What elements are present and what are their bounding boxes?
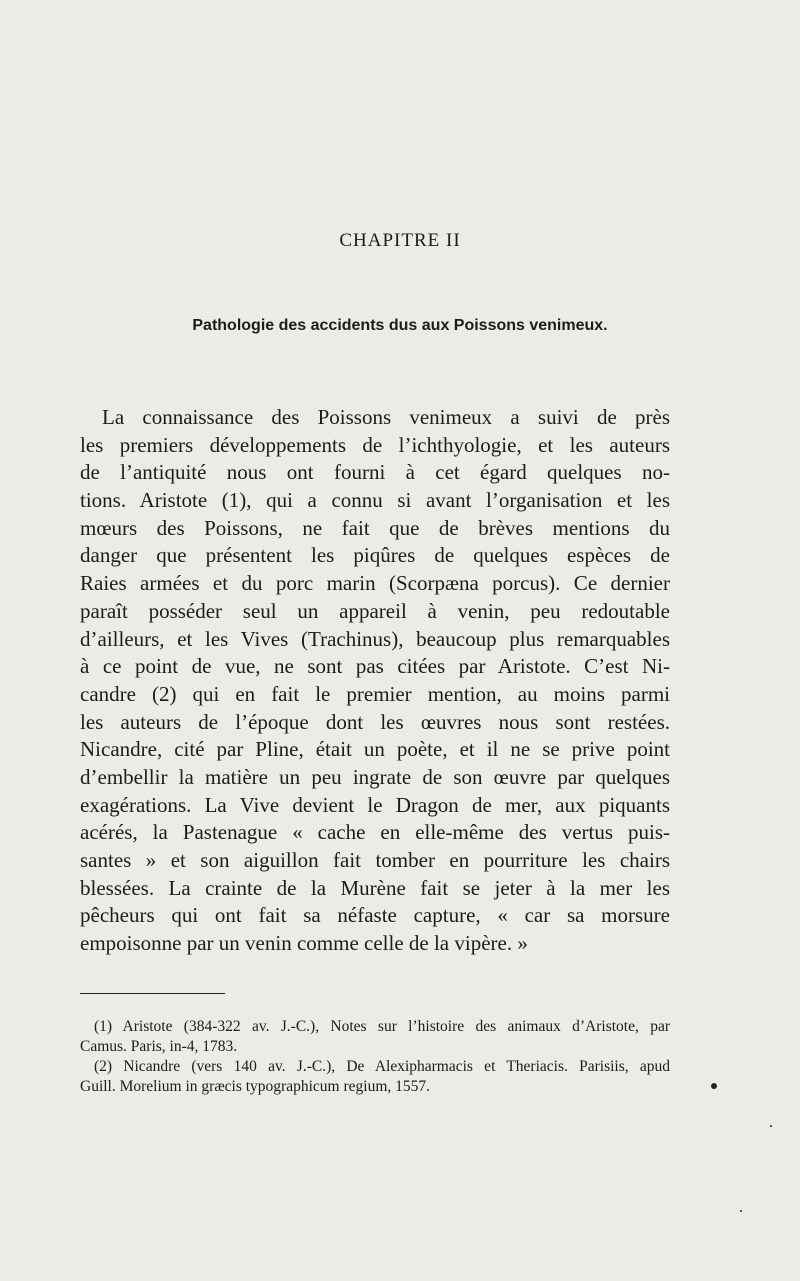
footnotes — [80, 1017, 670, 1097]
chapter-heading: CHAPITRE II — [339, 230, 461, 251]
body-line: La connaissance des Poissons venimeux a suivi de près — [102, 405, 670, 429]
body-line: santes » et son aiguillon fait tomber en pourriture les chairs — [80, 848, 670, 872]
body-line: paraît posséder seul un appareil à venin, peu redoutable — [80, 598, 670, 623]
body-line: danger que présentent les piqûres de quelques espèces de — [80, 543, 670, 568]
footnote-line: (1) Aristote (384-322 av. J.-C.), Notes sur l’histoire des animaux d’Aristote, par — [94, 1018, 670, 1035]
body-line: acérés, la Pastenague « cache en elle-même des vertus puis- — [80, 820, 670, 845]
footnote-line: Camus. Paris, in-4, 1783. — [80, 1038, 238, 1055]
ink-speck — [740, 1210, 742, 1212]
body-line: tions. Aristote (1), qui a connu si avant l’organisation et les — [80, 488, 670, 513]
body-line: mœurs des Poissons, ne fait que de brèves mentions du — [80, 515, 670, 540]
body-line: exagérations. La Vive devient le Dragon de mer, aux piquants — [80, 792, 670, 817]
body-line: pêcheurs qui ont fait sa néfaste capture, « car sa morsure — [80, 903, 670, 928]
body-line: les auteurs de l’époque dont les œuvres nous sont restées. — [80, 709, 670, 734]
footnote-separator — [80, 993, 225, 994]
body-text — [80, 404, 670, 958]
ink-speck — [711, 1083, 717, 1089]
ink-speck — [770, 1125, 772, 1127]
body-line: de l’antiquité nous ont fourni à cet égard quelques no- — [80, 460, 670, 485]
body-line: Raies armées et du porc marin (Scorpæna porcus). Ce dernier — [80, 571, 670, 596]
body-line: d’embellir la matière un peu ingrate de son œuvre par quelques — [80, 764, 670, 789]
footnote-line: (2) Nicandre (vers 140 av. J.-C.), De Alexipharmacis et Theriacis. Parisiis, apud — [94, 1058, 670, 1075]
body-line: les premiers développements de l’ichthyologie, et les auteurs — [80, 432, 670, 457]
body-line: d’ailleurs, et les Vives (Trachinus), beaucoup plus remarquables — [80, 626, 670, 651]
body-line: empoisonne par un venin comme celle de la vipère. » — [80, 931, 528, 956]
footnote-line: Guill. Morelium in græcis typographicum regium, 1557. — [80, 1078, 430, 1095]
body-line: candre (2) qui en fait le premier mention, au moins parmi — [80, 681, 670, 706]
section-title: Pathologie des accidents dus aux Poissons venimeux. — [192, 317, 608, 334]
body-line: Nicandre, cité par Pline, était un poète, et il ne se prive point — [80, 737, 670, 762]
body-line: blessées. La crainte de la Murène fait se jeter à la mer les — [80, 875, 670, 900]
body-line: à ce point de vue, ne sont pas citées par Aristote. C’est Ni- — [80, 654, 670, 679]
